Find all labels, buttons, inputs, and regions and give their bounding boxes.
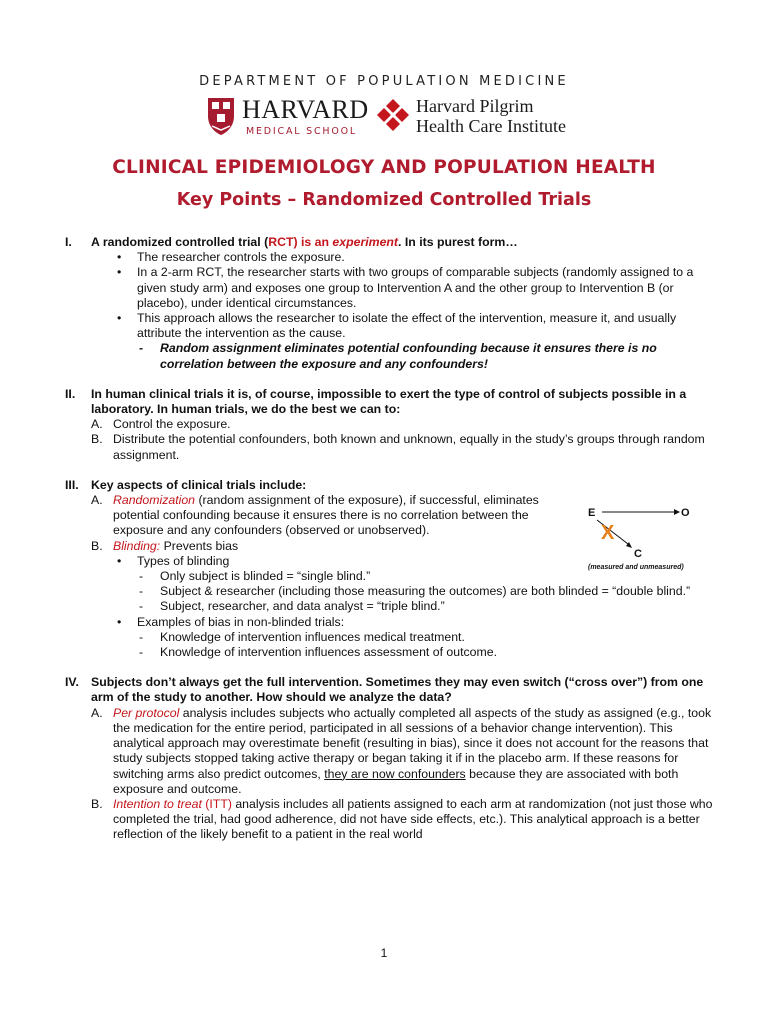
harvard-pilgrim-logo-icon <box>376 98 410 134</box>
hp-wordmark <box>416 96 566 136</box>
diagram-label-e: E <box>588 507 596 519</box>
section-4-number: IV. <box>65 675 79 690</box>
list-item: - Subject, researcher, and data analyst = “triple blind.” <box>139 599 445 614</box>
list-item: A. Per protocol analysis includes subjects who actually completed all aspects of the study as assigned (e.g., took the medication for the entire period, participated in all sessions of a behavior change intervention). This analytical approach may overestimate benefit (resulting in bias), since it does not account for the reasons that study subjects stopped taking active therapy or began taking it if in the placebo arm. If these reasons for switching arms also predict outcomes, they are now confounders because they are associated with both exposure and outcome. <box>91 705 712 796</box>
list-item: • In a 2-arm RCT, the researcher starts with two groups of comparable subjects (randomly assigned to a given study arm) and exposes one group to Intervention A and the other group to Intervention B (or placebo), under identical circumstances. <box>117 265 694 310</box>
diagram-label-o: O <box>681 507 690 519</box>
diagram-label-c: C <box>634 548 642 560</box>
document-title: CLINICAL EPIDEMIOLOGY AND POPULATION HEALTH <box>112 157 656 178</box>
section-4-heading: IV. Subjects don’t always get the full intervention. Sometimes they may even switch (“cross over”) from one arm of the study to another. How should we analyze the data? <box>65 675 704 705</box>
hp-line-2: Health Care Institute <box>416 116 566 136</box>
list-item: • Examples of bias in non-blinded trials: <box>117 614 345 629</box>
hms-name: HARVARD <box>242 95 369 124</box>
list-item: • Types of blinding <box>117 553 230 568</box>
document-subtitle: Key Points – Randomized Controlled Trials <box>176 190 592 210</box>
section-3-heading: III. Key aspects of clinical trials include: <box>65 477 307 492</box>
diagram-cross-x: X <box>601 522 615 544</box>
hp-line-1: Harvard Pilgrim <box>416 96 534 116</box>
experiment-term: experiment <box>332 235 399 249</box>
per-protocol-term: Per protocol <box>113 705 180 720</box>
intention-to-treat-term: Intention to treat <box>113 796 202 811</box>
section-2-heading: II. In human clinical trials it is, of course, impossible to exert the type of control of subjects possible in a laboratory. In human trials, we do the best we can to: <box>65 386 687 417</box>
section-2-number: II. <box>65 386 76 401</box>
section-1-heading <box>65 235 715 250</box>
list-item: - Subject & researcher (including those measuring the outcomes) are both blinded = “double blind.” <box>139 584 691 599</box>
section-1-number: I. <box>65 235 72 249</box>
list-item: • The researcher controls the exposure. <box>117 250 345 265</box>
rct-term: RCT) is an <box>268 235 333 249</box>
list-item: - Only subject is blinded = “single blind.” <box>139 569 371 584</box>
department-heading: DEPARTMENT OF POPULATION MEDICINE <box>199 74 569 89</box>
list-item: B. Blinding: Prevents bias <box>91 538 239 553</box>
section-4 <box>65 675 715 842</box>
list-item: • This approach allows the researcher to isolate the effect of the intervention, measure it, and usually attribute the intervention as the cause. <box>117 311 677 341</box>
section-2 <box>65 387 715 463</box>
logo-bar <box>206 96 566 140</box>
section-1-heading-text-b: . In its purest form… <box>398 235 518 249</box>
confounders-underlined: they are now confounders <box>324 766 466 781</box>
section-3-number: III. <box>65 477 79 492</box>
page-number: 1 <box>380 946 388 960</box>
list-item: - Knowledge of intervention influences medical treatment. <box>139 629 465 644</box>
list-item: - Knowledge of intervention influences assessment of outcome. <box>139 645 497 660</box>
blinding-term: Blinding: <box>113 538 161 553</box>
list-item: B. Intention to treat (ITT) analysis includes all patients assigned to each arm at randomization (not just those who completed the trial, had good adherence, did not have side effects, etc.). This analytical approach is a better reflection of the likely benefit to a patient in the real world <box>91 796 713 842</box>
itt-term: (ITT) <box>201 796 232 811</box>
diagram-arrowhead-o <box>674 509 680 515</box>
section-1 <box>65 235 715 372</box>
harvard-shield-icon <box>206 96 236 136</box>
randomization-term: Randomization <box>113 493 196 508</box>
list-item: B. Distribute the potential confounders, both known and unknown, equally in the study’s groups through random assignment. <box>91 432 705 462</box>
diagram-caption: (measured and unmeasured) <box>588 564 684 571</box>
list-item: A. Control the exposure. <box>91 417 231 432</box>
confounding-diagram <box>582 502 712 578</box>
section-1-heading-text-a: A randomized controlled trial ( <box>91 235 269 249</box>
hms-wordmark <box>242 96 369 137</box>
hms-subtitle: MEDICAL SCHOOL <box>246 126 358 137</box>
list-item: - Random assignment eliminates potential confounding because it ensures there is no correlation between the exposure and any confounders! <box>139 341 657 371</box>
list-item: A. Randomization (random assignment of the exposure), if successful, eliminates potential confounding because it ensures there is no correlation between the exposure and any confounders (observed or unobserved). <box>91 493 539 538</box>
